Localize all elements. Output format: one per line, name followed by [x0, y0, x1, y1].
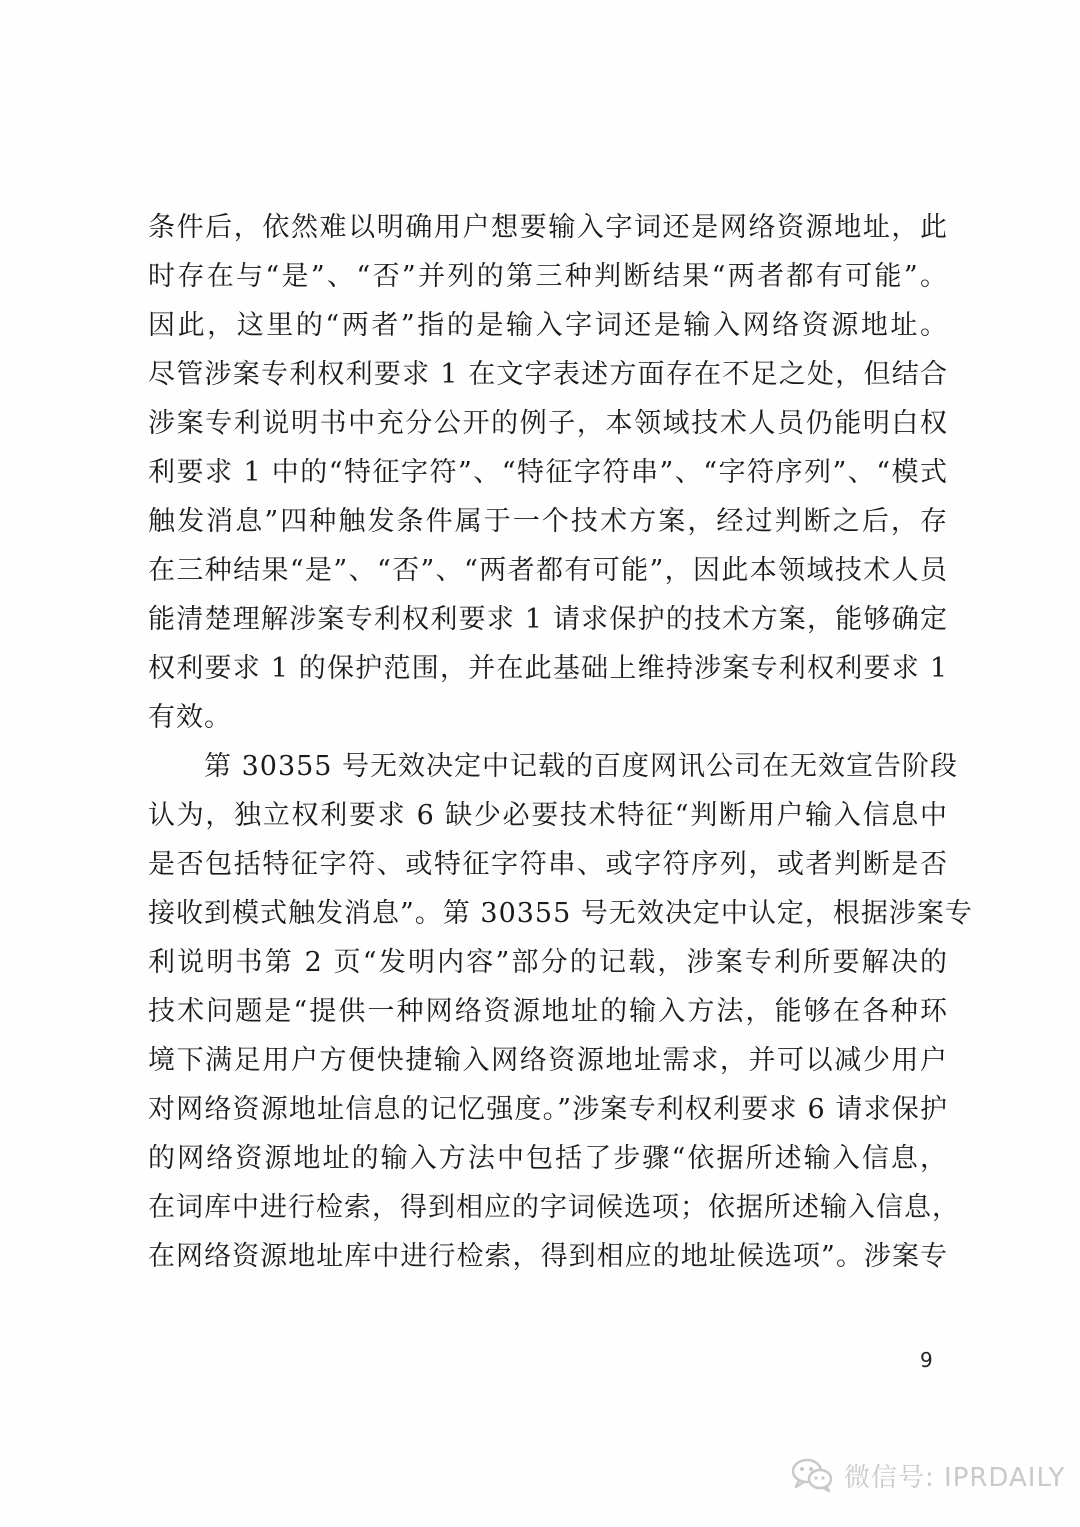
text-line: 条件后，依然难以明确用户想要输入字词还是网络资源地址，此	[148, 212, 948, 243]
text-line: 认为，独立权利要求 6 缺少必要技术特征“判断用户输入信息中	[148, 800, 948, 831]
text-line: 在三种结果“是”、“否”、“两者都有可能”，因此本领域技术人员	[148, 555, 948, 586]
text-line: 是否包括特征字符、或特征字符串、或字符序列，或者判断是否	[148, 849, 948, 880]
text-line: 有效。	[148, 702, 232, 733]
text-line: 第 30355 号无效决定中记载的百度网讯公司在无效宣告阶段	[204, 751, 959, 782]
page-number: 9	[920, 1348, 933, 1372]
text-line: 对网络资源地址信息的记忆强度。”涉案专利权利要求 6 请求保护	[148, 1094, 948, 1125]
text-line: 境下满足用户方便快捷输入网络资源地址需求，并可以减少用户	[148, 1045, 948, 1076]
text-line: 的网络资源地址的输入方法中包括了步骤“依据所述输入信息，	[148, 1143, 948, 1174]
text-line: 触发消息”四种触发条件属于一个技术方案，经过判断之后，存	[148, 506, 948, 537]
wechat-watermark	[790, 1452, 1065, 1498]
text-line: 接收到模式触发消息”。第 30355 号无效决定中认定，根据涉案专	[148, 898, 973, 929]
text-line: 因此，这里的“两者”指的是输入字词还是输入网络资源地址。	[148, 310, 948, 341]
text-line: 在网络资源地址库中进行检索，得到相应的地址候选项”。涉案专	[148, 1241, 948, 1272]
text-line: 在词库中进行检索，得到相应的字词候选项；依据所述输入信息，	[148, 1192, 960, 1223]
text-line: 涉案专利说明书中充分公开的例子，本领域技术人员仍能明白权	[148, 408, 948, 439]
text-line: 技术问题是“提供一种网络资源地址的输入方法，能够在各种环	[148, 996, 948, 1027]
paragraph-2	[148, 742, 973, 1281]
text-line: 利说明书第 2 页“发明内容”部分的记载，涉案专利所要解决的	[148, 947, 948, 978]
body-text	[148, 203, 973, 1281]
text-line: 权利要求 1 的保护范围，并在此基础上维持涉案专利权利要求 1	[148, 653, 948, 684]
text-line: 尽管涉案专利权利要求 1 在文字表述方面存在不足之处，但结合	[148, 359, 948, 390]
watermark-text: 微信号: IPRDAILY	[844, 1462, 1066, 1493]
wechat-icon	[790, 1457, 834, 1493]
text-line: 利要求 1 中的“特征字符”、“特征字符串”、“字符序列”、“模式	[148, 457, 948, 488]
text-line: 能清楚理解涉案专利权利要求 1 请求保护的技术方案，能够确定	[148, 604, 948, 635]
paragraph-1	[148, 203, 948, 742]
text-line: 时存在与“是”、“否”并列的第三种判断结果“两者都有可能”。	[148, 261, 948, 292]
